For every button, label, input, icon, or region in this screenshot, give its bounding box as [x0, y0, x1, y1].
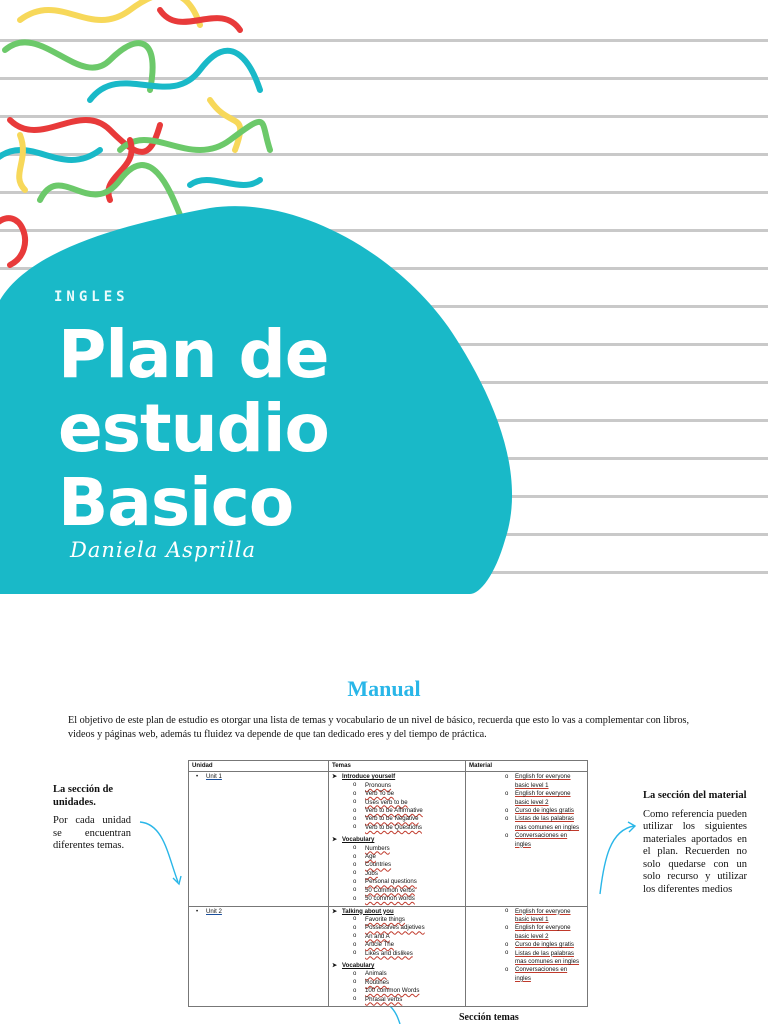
- list-item: [469, 815, 584, 832]
- material-cell: [466, 906, 588, 1006]
- units-note-body: Por cada unidad se encuentran diferentes temas.: [53, 815, 131, 851]
- list-item: [332, 979, 462, 987]
- topic-item[interactable]: Routines: [365, 978, 390, 986]
- material-item[interactable]: Listas de las palabras mas comunes en ingles: [515, 815, 580, 831]
- unit-cell: [189, 772, 329, 906]
- list-item: [332, 950, 462, 958]
- material-item[interactable]: Conversaciones en ingles: [515, 832, 568, 848]
- header-material: Material: [466, 761, 588, 772]
- material-item[interactable]: Curso de ingles gratis: [515, 807, 574, 815]
- material-item[interactable]: English for everyone basic level 2: [515, 790, 571, 806]
- list-item: [332, 878, 462, 886]
- cover-title-line: Basico: [58, 464, 294, 541]
- list-item: [469, 966, 584, 983]
- material-item[interactable]: English for everyone basic level 1: [515, 773, 571, 789]
- cover-title-line: estudio: [58, 390, 329, 467]
- topic-item[interactable]: Animals: [365, 970, 387, 978]
- arrow-topics-icon: [386, 1004, 416, 1024]
- material-item[interactable]: Curso de ingles gratis: [515, 941, 574, 949]
- material-note-body: Como referencia pueden utilizar los siguientes materiales aportados en el plan. Recuerden no solo quedarse con un solo recurso y utilizar los diferentes medios: [643, 808, 747, 895]
- list-item: [332, 924, 462, 932]
- unit-cell: [189, 906, 329, 1006]
- list-item: [332, 996, 462, 1004]
- list-item: [192, 908, 325, 916]
- topic-item[interactable]: Personal questions: [365, 878, 417, 886]
- study-plan-table: [188, 760, 588, 1007]
- topic-group-title: Talking about you: [342, 907, 394, 915]
- topic-group-heading: [332, 836, 462, 844]
- topic-item[interactable]: 50 common words: [365, 895, 415, 903]
- manual-title: Manual: [347, 676, 421, 701]
- list-item: [469, 790, 584, 807]
- table-row: [189, 906, 588, 1006]
- topics-cell: [329, 906, 466, 1006]
- unit-label[interactable]: Unit 2: [206, 907, 222, 915]
- cover-title-line: Plan de: [58, 316, 329, 393]
- manual-page: [0, 614, 768, 1024]
- list-item: [332, 807, 462, 815]
- list-item: [469, 924, 584, 941]
- material-note-heading: La sección del material: [643, 790, 747, 801]
- list-item: [192, 773, 325, 781]
- list-item: [332, 870, 462, 878]
- units-note: [53, 784, 131, 853]
- header-temas: Temas: [329, 761, 466, 772]
- list-item: [469, 950, 584, 967]
- list-item: [332, 933, 462, 941]
- topic-item[interactable]: Verb to be Affirmative: [365, 807, 423, 815]
- list-item: [469, 941, 584, 949]
- topic-group-title: Vocabulary: [342, 961, 375, 969]
- list-item: [332, 970, 462, 978]
- units-note-heading: La sección de unidades.: [53, 784, 114, 808]
- list-item: [332, 941, 462, 949]
- topic-item[interactable]: Verb To be: [365, 790, 395, 798]
- topic-item[interactable]: An and A: [365, 932, 390, 940]
- topic-item[interactable]: 50 Common verbs: [365, 886, 415, 894]
- subject-label: INGLES: [54, 289, 129, 305]
- material-item[interactable]: English for everyone basic level 2: [515, 924, 571, 940]
- list-item: [469, 908, 584, 925]
- topic-group-title: Vocabulary: [342, 836, 375, 844]
- topic-group-heading: [332, 962, 462, 970]
- header-unidad: Unidad: [189, 761, 329, 772]
- list-item: [332, 782, 462, 790]
- manual-intro: El objetivo de este plan de estudio es otorgar una lista de temas y vocabulario de un nivel de básico, recuerda que esto lo vas a complementar con libros, videos y páginas web, además tu fluidez va depende de que tan dedicado eres y del tiempo de práctica.: [68, 715, 690, 740]
- topic-item[interactable]: Numbers: [365, 844, 390, 852]
- topic-item[interactable]: Possessives adjetives: [365, 924, 425, 932]
- list-item: [469, 807, 584, 815]
- unit-label[interactable]: Unit 1: [206, 773, 222, 781]
- topic-item[interactable]: Verb to be Questions: [365, 823, 422, 831]
- topic-group-heading: [332, 773, 462, 781]
- topic-item[interactable]: 100 common Words: [365, 987, 420, 995]
- cover-title: [58, 318, 478, 540]
- topic-group-title: Introduce yourself: [342, 773, 396, 781]
- list-item: [332, 987, 462, 995]
- arrow-material-icon: [594, 820, 640, 900]
- material-cell: [466, 772, 588, 906]
- topic-item[interactable]: Countries: [365, 861, 392, 869]
- list-item: [332, 815, 462, 823]
- table-row: [189, 772, 588, 906]
- list-item: [469, 773, 584, 790]
- list-item: [332, 853, 462, 861]
- list-item: [332, 824, 462, 832]
- list-item: [332, 916, 462, 924]
- topic-item[interactable]: Likes and dislikes: [365, 949, 413, 957]
- topic-group-heading: [332, 908, 462, 916]
- topic-item[interactable]: Phrasal verbs: [365, 995, 403, 1003]
- list-item: [332, 799, 462, 807]
- topic-item[interactable]: Favorite things: [365, 915, 405, 923]
- list-item: [332, 895, 462, 903]
- list-item: [332, 861, 462, 869]
- topic-item[interactable]: Age: [365, 853, 376, 861]
- material-item[interactable]: English for everyone basic level 1: [515, 907, 571, 923]
- material-note: [643, 790, 747, 896]
- topic-item[interactable]: Pronouns: [365, 781, 392, 789]
- material-item[interactable]: Listas de las palabras mas comunes en ingles: [515, 949, 580, 965]
- list-item: [332, 845, 462, 853]
- material-item[interactable]: Conversaciones en ingles: [515, 966, 568, 982]
- topic-item[interactable]: Uses verb to be: [365, 798, 408, 806]
- list-item: [469, 832, 584, 849]
- topics-note-heading: Sección temas: [459, 1012, 519, 1023]
- author-name: Daniela Asprilla: [70, 538, 257, 562]
- topic-item[interactable]: Article The: [365, 941, 395, 949]
- topic-item[interactable]: Verb to be Negative: [365, 815, 419, 823]
- topics-cell: [329, 772, 466, 906]
- list-item: [332, 887, 462, 895]
- arrow-units-icon: [134, 816, 190, 890]
- table-header-row: [189, 761, 588, 772]
- topic-item[interactable]: Jobs: [365, 869, 378, 877]
- list-item: [332, 790, 462, 798]
